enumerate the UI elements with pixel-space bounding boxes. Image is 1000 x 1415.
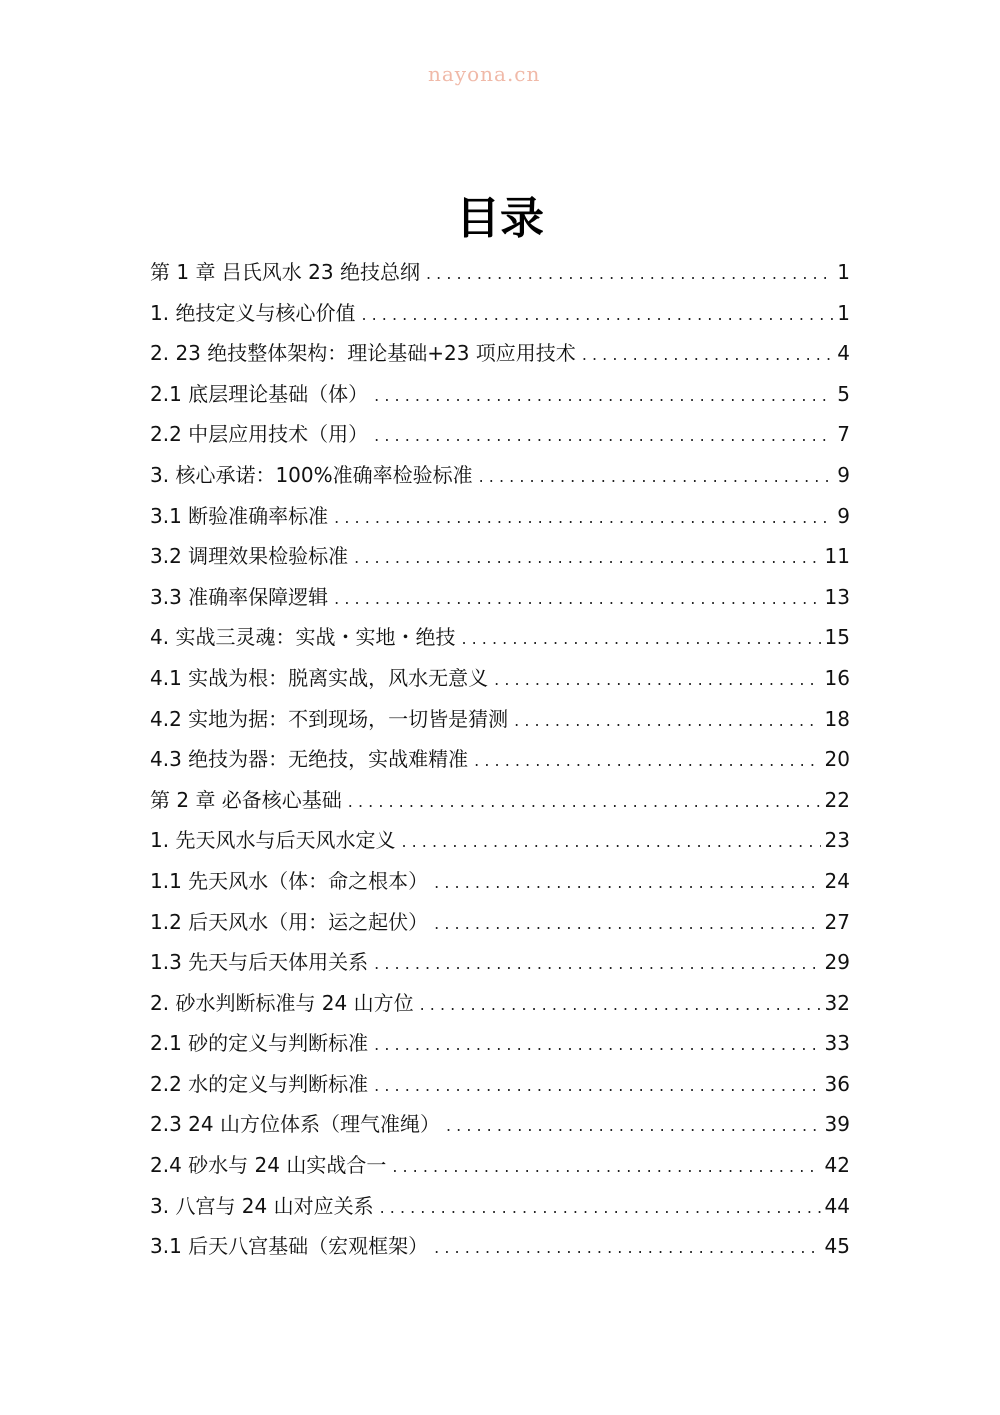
toc-entry-page-number: 16 xyxy=(824,665,850,690)
toc-entry-label: 3.3 准确率保障逻辑 xyxy=(150,584,329,609)
toc-entry-page-number: 5 xyxy=(837,381,850,406)
toc-entry[interactable] xyxy=(150,577,850,618)
toc-entry[interactable] xyxy=(150,333,850,374)
dot-leader xyxy=(494,658,820,701)
dot-leader xyxy=(582,333,833,376)
dot-leader xyxy=(348,780,821,823)
watermark: nayona.cn xyxy=(428,62,541,86)
dot-leader xyxy=(374,1023,820,1066)
toc-entry[interactable] xyxy=(150,658,850,699)
dot-leader xyxy=(461,617,820,660)
toc-entry-label: 4.3 绝技为器：无绝技，实战难精准 xyxy=(150,747,469,772)
dot-leader xyxy=(434,902,820,945)
toc-entry-page-number: 7 xyxy=(837,422,850,447)
toc-entry-page-number: 1 xyxy=(837,300,850,325)
toc-entry-page-number: 1 xyxy=(837,260,850,284)
dot-leader xyxy=(380,1186,821,1229)
toc-entry[interactable] xyxy=(150,983,850,1024)
toc-entry-label: 4. 实战三灵魂：实战・实地・绝技 xyxy=(150,625,456,650)
table-of-contents xyxy=(150,252,850,1267)
dot-leader xyxy=(514,699,820,742)
dot-leader xyxy=(420,983,821,1026)
toc-entry-label: 1. 绝技定义与核心价值 xyxy=(150,300,356,325)
toc-entry[interactable] xyxy=(150,780,850,821)
toc-entry-page-number: 45 xyxy=(824,1234,850,1259)
toc-entry[interactable] xyxy=(150,374,850,415)
toc-entry[interactable] xyxy=(150,1226,850,1267)
toc-entry-label: 2.2 中层应用技术（用） xyxy=(150,422,369,447)
toc-entry[interactable] xyxy=(150,1145,850,1186)
toc-entry-label: 2.3 24 山方位体系（理气准绳） xyxy=(150,1112,440,1137)
dot-leader xyxy=(434,1226,820,1269)
toc-entry[interactable] xyxy=(150,1104,850,1145)
toc-entry-label: 3.1 断验准确率标准 xyxy=(150,503,329,528)
toc-entry[interactable] xyxy=(150,414,850,455)
toc-entry-page-number: 44 xyxy=(824,1193,850,1218)
toc-entry-page-number: 24 xyxy=(824,868,850,893)
toc-entry-page-number: 32 xyxy=(824,990,850,1015)
dot-leader xyxy=(361,293,833,336)
toc-entry-label: 2. 砂水判断标准与 24 山方位 xyxy=(150,990,414,1015)
toc-entry-label: 3. 核心承诺：100%准确率检验标准 xyxy=(150,462,473,487)
toc-entry[interactable] xyxy=(150,293,850,334)
toc-entry-label: 2.4 砂水与 24 山实战合一 xyxy=(150,1153,387,1178)
toc-entry-label: 4.1 实战为根：脱离实战，风水无意义 xyxy=(150,665,489,690)
toc-entry-label: 3. 八宫与 24 山对应关系 xyxy=(150,1193,374,1218)
toc-entry-label: 2.1 砂的定义与判断标准 xyxy=(150,1031,369,1056)
toc-entry-page-number: 33 xyxy=(824,1031,850,1056)
toc-entry-page-number: 9 xyxy=(837,462,850,487)
toc-entry-label: 1.2 后天风水（用：运之起伏） xyxy=(150,909,429,934)
dot-leader xyxy=(334,577,820,620)
dot-leader xyxy=(374,1064,820,1107)
toc-entry-label: 1. 先天风水与后天风水定义 xyxy=(150,828,396,853)
dot-leader xyxy=(374,374,833,417)
dot-leader xyxy=(334,496,833,539)
toc-entry-page-number: 18 xyxy=(824,706,850,731)
toc-entry-page-number: 23 xyxy=(824,828,850,853)
dot-leader xyxy=(479,455,834,498)
toc-entry-label: 2. 23 绝技整体架构：理论基础+23 项应用技术 xyxy=(150,341,576,366)
toc-entry[interactable] xyxy=(150,1186,850,1227)
toc-entry-label: 第 1 章 吕氏风水 23 绝技总纲 xyxy=(150,260,420,284)
toc-entry-page-number: 20 xyxy=(824,747,850,772)
dot-leader xyxy=(426,252,833,295)
toc-entry-page-number: 4 xyxy=(837,341,850,366)
dot-leader xyxy=(446,1104,821,1147)
dot-leader xyxy=(474,739,820,782)
toc-entry[interactable] xyxy=(150,1064,850,1105)
toc-entry-label: 2.2 水的定义与判断标准 xyxy=(150,1071,369,1096)
toc-entry-label: 3.2 调理效果检验标准 xyxy=(150,544,349,569)
toc-entry[interactable] xyxy=(150,820,850,861)
toc-entry-page-number: 42 xyxy=(824,1153,850,1178)
toc-entry[interactable] xyxy=(150,1023,850,1064)
dot-leader xyxy=(392,1145,820,1188)
toc-entry[interactable] xyxy=(150,739,850,780)
toc-entry-page-number: 13 xyxy=(824,584,850,609)
toc-entry-page-number: 39 xyxy=(824,1112,850,1137)
toc-entry[interactable] xyxy=(150,902,850,943)
toc-entry-label: 第 2 章 必备核心基础 xyxy=(150,787,342,812)
toc-entry-page-number: 36 xyxy=(824,1071,850,1096)
toc-entry-label: 1.1 先天风水（体：命之根本） xyxy=(150,868,429,893)
toc-entry-page-number: 27 xyxy=(824,909,850,934)
page-title: 目录 xyxy=(456,193,544,245)
dot-leader xyxy=(354,536,820,579)
dot-leader xyxy=(434,861,820,904)
toc-entry[interactable] xyxy=(150,861,850,902)
toc-entry-page-number: 15 xyxy=(824,625,850,650)
toc-entry[interactable] xyxy=(150,617,850,658)
dot-leader xyxy=(374,414,833,457)
dot-leader xyxy=(374,942,820,985)
dot-leader xyxy=(401,820,820,863)
toc-entry-page-number: 11 xyxy=(824,544,850,569)
toc-entry[interactable] xyxy=(150,699,850,740)
toc-entry-label: 1.3 先天与后天体用关系 xyxy=(150,950,369,975)
toc-entry-label: 4.2 实地为据：不到现场，一切皆是猜测 xyxy=(150,706,509,731)
toc-entry[interactable] xyxy=(150,455,850,496)
toc-entry-label: 2.1 底层理论基础（体） xyxy=(150,381,369,406)
toc-entry-page-number: 29 xyxy=(824,950,850,975)
toc-entry-label: 3.1 后天八宫基础（宏观框架） xyxy=(150,1234,429,1259)
toc-entry[interactable] xyxy=(150,536,850,577)
toc-entry[interactable] xyxy=(150,942,850,983)
toc-entry[interactable] xyxy=(150,252,850,293)
toc-entry[interactable] xyxy=(150,496,850,537)
toc-entry-page-number: 9 xyxy=(837,503,850,528)
toc-entry-page-number: 22 xyxy=(824,787,850,812)
